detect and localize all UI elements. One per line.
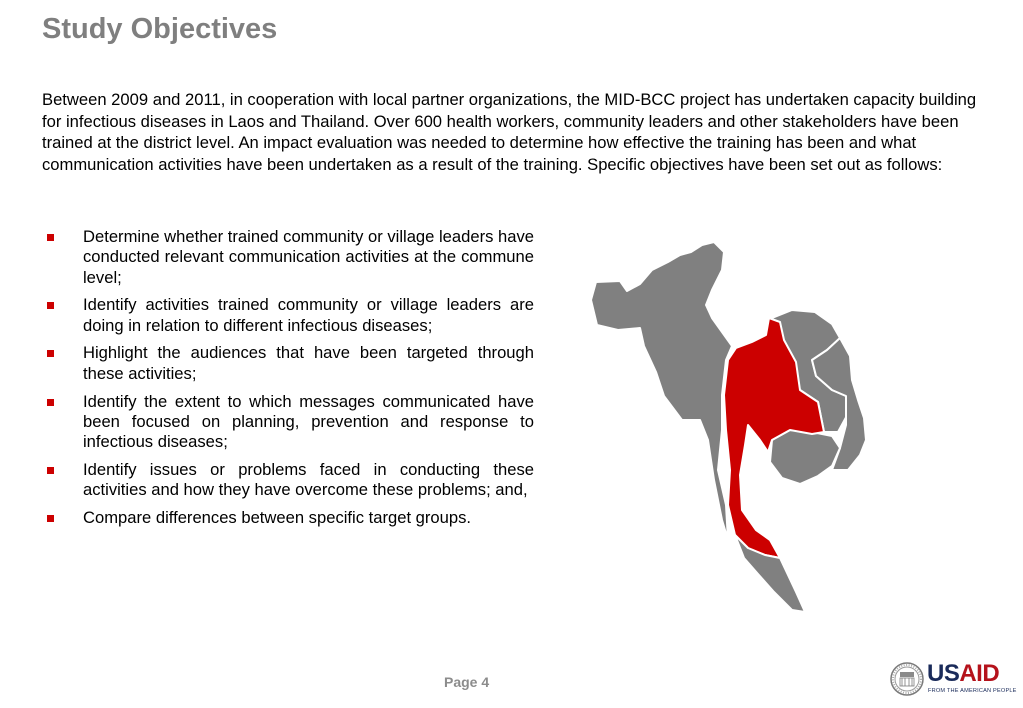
- objective-text: Compare differences between specific target groups.: [83, 508, 472, 528]
- map-country-cambodia: [770, 430, 840, 484]
- objective-item: [42, 227, 534, 288]
- objective-text: Identify issues or problems faced in conducting these activities and how they have overcome these problems; and,: [83, 459, 534, 500]
- objective-text: Determine whether trained community or village leaders have conducted relevant communication activities at the commune level;: [83, 227, 535, 287]
- intro-paragraph: Between 2009 and 2011, in cooperation with local partner organizations, the MID-BCC project has undertaken capacity building for infectious diseases in Laos and Thailand. Over 600 health workers, community leaders and other stakeholders have been trained at the district level. An impact evaluation was needed to determine how effective the training has been and what communication activities have been undertaken as a result of the training. Specific objectives have been set out as follows:: [42, 90, 977, 174]
- page-number: Page 4: [444, 674, 490, 690]
- bullet-square-icon: [47, 302, 54, 309]
- objective-item: [42, 508, 534, 528]
- usaid-seal-icon: [890, 662, 924, 696]
- map-country-myanmar: [591, 242, 732, 540]
- objective-text: Highlight the audiences that have been targeted through these activities;: [83, 343, 534, 383]
- objective-text: Identify the extent to which messages communicated have been focused on planning, prevention and response to infectious diseases;: [83, 391, 534, 452]
- slide-title: Study Objectives: [42, 13, 278, 45]
- objective-item: [42, 392, 534, 453]
- bullet-square-icon: [47, 234, 54, 241]
- usaid-logo: [890, 660, 1017, 700]
- usaid-wordmark: USAID: [927, 660, 1000, 687]
- objective-item: [42, 460, 534, 501]
- objectives-list: [42, 227, 534, 536]
- usaid-tagline: FROM THE AMERICAN PEOPLE: [928, 688, 1017, 694]
- objective-text: Identify activities trained community or village leaders are doing in relation to different infectious diseases;: [83, 295, 534, 335]
- bullet-square-icon: [47, 467, 54, 474]
- bullet-square-icon: [47, 350, 54, 357]
- objective-item: [42, 343, 534, 384]
- objective-item: [42, 295, 534, 336]
- bullet-square-icon: [47, 515, 54, 522]
- region-map: [585, 238, 875, 618]
- bullet-square-icon: [47, 399, 54, 406]
